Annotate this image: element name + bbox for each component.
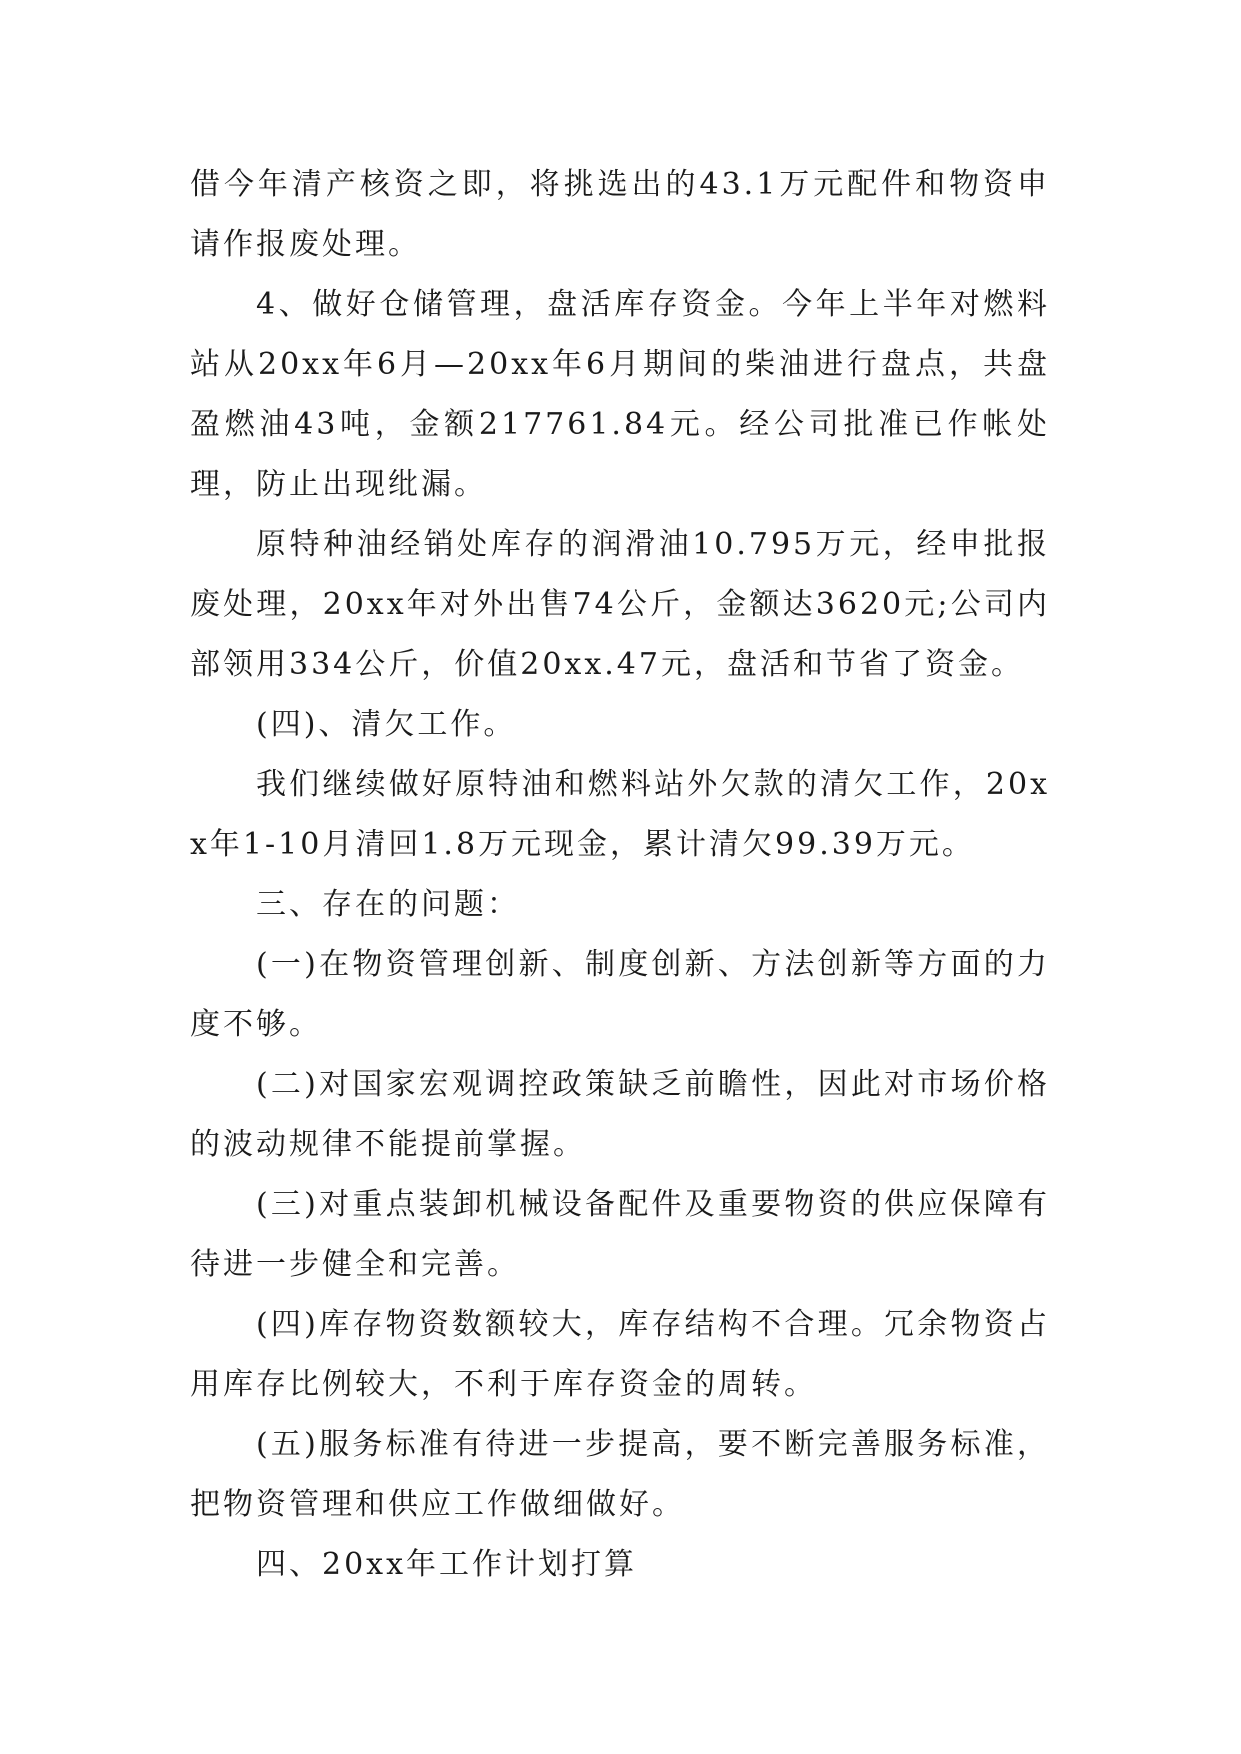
paragraph-lubricant-oil: 原特种油经销处库存的润滑油10.795万元，经申批报废处理，20xx年对外出售74公斤，金额达3620元;公司内部领用334公斤，价值20xx.47元，盘活和节省了资金。: [190, 527, 1050, 682]
paragraph-storage-management: 4、做好仓储管理，盘活库存资金。今年上半年对燃料站从20xx年6月—20xx年6月期间的柴油进行盘点，共盘盈燃油43吨，金额217761.84元。经公司批准已作帐处理，防止出现纰漏。: [190, 287, 1050, 502]
paragraph-problem-2: (二)对国家宏观调控政策缺乏前瞻性，因此对市场价格的波动规律不能提前掌握。: [190, 1067, 1050, 1162]
paragraph-debt-clearing: 我们继续做好原特油和燃料站外欠款的清欠工作，20xx年1-10月清回1.8万元现金，累计清欠99.39万元。: [190, 767, 1050, 862]
section-heading-work-plan: 四、20xx年工作计划打算: [256, 1547, 638, 1582]
paragraph-problem-5: (五)服务标准有待进一步提高，要不断完善服务标准，把物资管理和供应工作做细做好。: [190, 1427, 1050, 1522]
paragraph-problem-1: (一)在物资管理创新、制度创新、方法创新等方面的力度不够。: [190, 947, 1050, 1042]
paragraph-problem-3: (三)对重点装卸机械设备配件及重要物资的供应保障有待进一步健全和完善。: [190, 1187, 1050, 1282]
document-body: [190, 155, 1050, 1595]
section-heading-debt-clearing: (四)、清欠工作。: [256, 707, 517, 742]
paragraph-continuation: 借今年清产核资之即，将挑选出的43.1万元配件和物资申请作报废处理。: [190, 167, 1050, 262]
section-heading-problems: 三、存在的问题：: [256, 887, 520, 922]
paragraph-problem-4: (四)库存物资数额较大，库存结构不合理。冗余物资占用库存比例较大，不利于库存资金的周转。: [190, 1307, 1050, 1402]
